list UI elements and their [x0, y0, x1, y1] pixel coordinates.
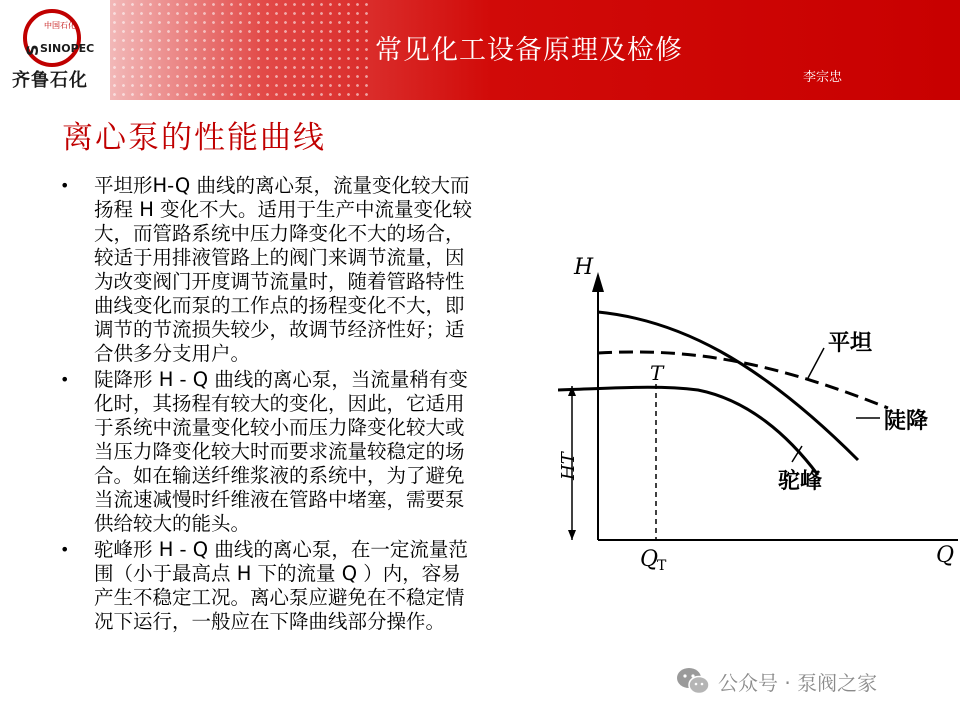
logo-brand: SINOPEC: [40, 42, 95, 55]
bullet-line: 产生不稳定工况。离心泵应避免在不稳定情: [94, 586, 465, 609]
watermark-text: 公众号 · 泵阀之家: [718, 670, 878, 695]
bullet-line: 调节的节流损失较少，故调节经济性好；适: [94, 318, 465, 341]
wechat-icon: [676, 666, 710, 696]
flat-leader-line: [808, 348, 824, 378]
y-axis-label: H: [574, 255, 594, 280]
bullet-line: 当压力降变化较大时而要求流量较稳定的场: [94, 440, 465, 463]
bullet-line: 平坦形H-Q 曲线的离心泵，流量变化较大而: [94, 174, 470, 197]
bullet-line: 驼峰形 H - Q 曲线的离心泵，在一定流量范: [94, 538, 468, 561]
header-dot-pattern: [110, 0, 370, 100]
slide-header: [0, 0, 960, 100]
bullet-marker: •: [60, 176, 70, 195]
curve-flat-label: 平坦: [828, 331, 873, 356]
bullet-line: 况下运行，一般应在下降曲线部分操作。: [94, 610, 446, 633]
ht-label: HT: [558, 452, 579, 480]
bullet-line: 曲线变化而泵的工作点的扬程变化不大，即: [94, 294, 465, 317]
company-name: 齐鲁石化: [12, 70, 88, 91]
bullet-line: 扬程 H 变化不大。适用于生产中流量变化较: [94, 198, 473, 221]
bullet-line: 陡降形 H - Q 曲线的离心泵，当流量稍有变: [94, 368, 468, 391]
y-axis-arrow: [592, 272, 604, 292]
bullet-line: 为改变阀门开度调节流量时，随着管路特性: [94, 270, 465, 293]
ht-arrow-bottom: [568, 530, 576, 540]
logo-brand-initial: S: [23, 44, 42, 56]
bullet-line: 化时，其扬程有较大的变化，因此，它适用: [94, 392, 465, 415]
curve-flat-line: [598, 352, 888, 408]
bullet-marker: •: [60, 540, 70, 559]
point-t-label: T: [650, 361, 664, 385]
bullet-line: 合。如在输送纤维浆液的系统中，为了避免: [94, 464, 465, 487]
curve-hump-label: 驼峰: [778, 469, 823, 494]
bullet-marker: •: [60, 370, 70, 389]
bullet-line: 大，而管路系统中压力降变化不大的场合，: [94, 222, 465, 245]
bullet-item-steep: [60, 368, 560, 536]
bullet-line: 于系统中流量变化较小而压力降变化较大或: [94, 416, 465, 439]
logo-text: 中国石化: [44, 21, 76, 30]
bullet-line: 较适于用排液管路上的阀门来调节流量，因: [94, 246, 465, 269]
slide-title: 常见化工设备原理及检修: [375, 35, 683, 66]
qt-subscript: T: [657, 558, 667, 574]
qt-label: Q: [640, 547, 659, 572]
bullet-line: 当流速减慢时纤维液在管路中堵塞，需要泵: [94, 488, 465, 511]
bullet-item-hump: [60, 538, 560, 634]
x-axis-label: Q: [936, 543, 955, 568]
curve-steep-label: 陡降: [884, 409, 929, 434]
slide-author: 李宗忠: [803, 70, 843, 85]
section-title: 离心泵的性能曲线: [62, 120, 326, 156]
bullet-line: 合供多分支用户。: [94, 342, 251, 365]
bullet-item-flat: [60, 174, 560, 366]
bullet-line: 供给较大的能头。: [94, 512, 251, 535]
bullet-line: 围（小于最高点 H 下的流量 Q ）内，容易: [94, 562, 461, 585]
wechat-watermark: [676, 666, 877, 696]
bullet-list: [60, 174, 560, 636]
hq-curve-diagram: [558, 250, 960, 590]
